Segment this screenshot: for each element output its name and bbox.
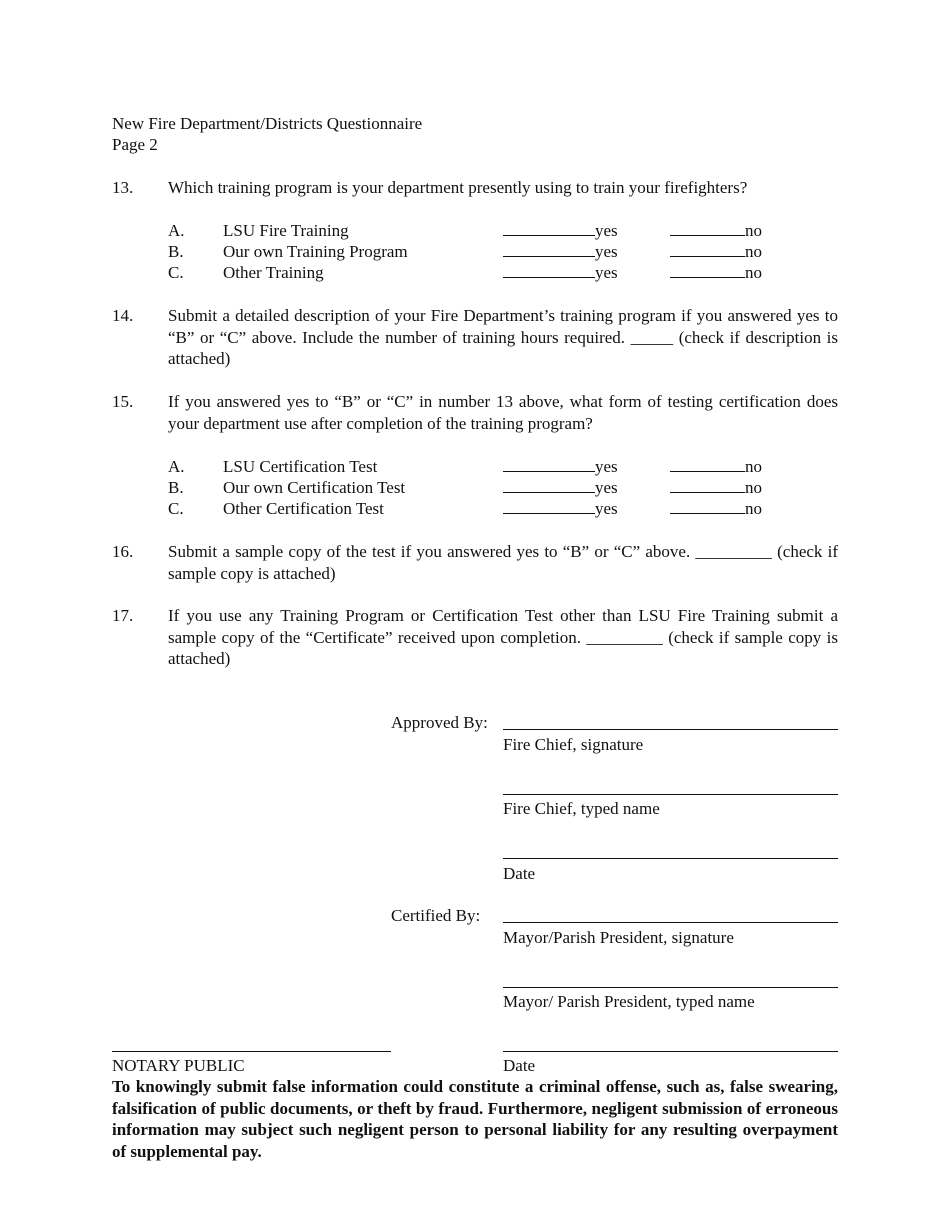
q13-option-b-letter: B. [168,242,184,261]
q13-option-b-yes[interactable]: yes [503,241,618,262]
q13-option-a-yes[interactable]: yes [503,220,618,241]
mayor-typed-name-line[interactable] [503,987,838,988]
certified-by-label: Certified By: [391,906,481,925]
question-13-text: Which training program is your department presently using to train your firefighters? [168,178,748,197]
q15-option-a-label: LSU Certification Test [223,457,378,476]
q15-option-b-no[interactable]: no [670,477,762,498]
question-13-number: 13. [112,178,134,197]
question-15-text: If you answered yes to “B” or “C” in number 13 above, what form of testing certification does your department use after completion of the training program? [168,392,838,433]
q13-option-c-yes[interactable]: yes [503,262,618,283]
mayor-typed-name-label: Mayor/ Parish President, typed name [503,992,755,1011]
fire-chief-signature-line[interactable] [503,729,838,730]
notary-signature-line[interactable] [112,1051,391,1052]
question-17-text: If you use any Training Program or Certification Test other than LSU Fire Training submit a sample copy of the “Certificate” received upon completion. _________ (check if sample copy is attached) [168,606,838,668]
date-line-1[interactable] [503,858,838,859]
q13-option-a-no[interactable]: no [670,220,762,241]
q13-option-c-letter: C. [168,263,184,282]
question-14-number: 14. [112,306,134,325]
date-line-2[interactable] [503,1051,838,1052]
q13-option-a-letter: A. [168,221,185,240]
q13-option-b-no[interactable]: no [670,241,762,262]
q13-option-c-label: Other Training [223,263,324,282]
q15-option-b-letter: B. [168,478,184,497]
q15-option-a-no[interactable]: no [670,456,762,477]
document-title: New Fire Department/Districts Questionnaire [112,114,423,133]
q13-option-b-label: Our own Training Program [223,242,408,261]
q15-option-c-no[interactable]: no [670,498,762,519]
q13-option-a-label: LSU Fire Training [223,221,349,240]
question-17-number: 17. [112,606,134,625]
q15-option-c-yes[interactable]: yes [503,498,618,519]
notary-public-label: NOTARY PUBLIC [112,1056,245,1075]
q15-option-b-label: Our own Certification Test [223,478,406,497]
q15-option-a-yes[interactable]: yes [503,456,618,477]
approved-by-label: Approved By: [391,713,488,732]
date-label-2: Date [503,1056,536,1075]
question-16-text: Submit a sample copy of the test if you answered yes to “B” or “C” above. _________ (check if sample copy is attached) [168,542,838,583]
question-15-number: 15. [112,392,134,411]
fire-chief-typed-name-line[interactable] [503,794,838,795]
mayor-signature-label: Mayor/Parish President, signature [503,928,734,947]
question-16-number: 16. [112,542,134,561]
q15-option-a-letter: A. [168,457,185,476]
fire-chief-signature-label: Fire Chief, signature [503,735,644,754]
q15-option-c-label: Other Certification Test [223,499,384,518]
legal-warning: To knowingly submit false information could constitute a criminal offense, such as, false swearing, falsification of public documents, or theft by fraud. Furthermore, negligent submission of erroneous information may subject such negligent person to personal liability for any resulting overpayment of supplemental pay. [112,1077,838,1161]
mayor-signature-line[interactable] [503,922,838,923]
date-label-1: Date [503,864,536,883]
question-14-text: Submit a detailed description of your Fire Department’s training program if you answered yes to “B” or “C” above. Include the number of training hours required. _____ (check if description is attached) [168,306,838,368]
page-number: Page 2 [112,135,158,154]
fire-chief-typed-name-label: Fire Chief, typed name [503,799,660,818]
q15-option-c-letter: C. [168,499,184,518]
q13-option-c-no[interactable]: no [670,262,762,283]
q15-option-b-yes[interactable]: yes [503,477,618,498]
